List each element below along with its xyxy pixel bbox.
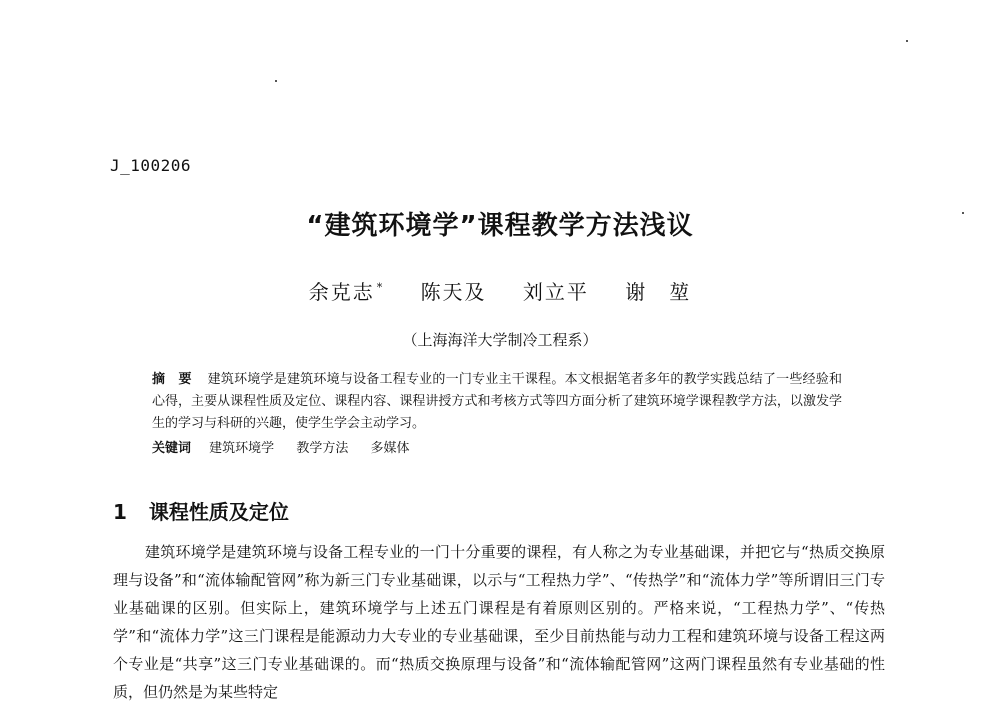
section-heading	[113, 496, 289, 525]
scan-speck	[906, 40, 908, 42]
document-id: J_100206	[110, 156, 192, 175]
keywords-label: 关键词	[152, 441, 192, 456]
author-name: 余克志	[308, 280, 375, 304]
section-title: 课程性质及定位	[148, 500, 289, 524]
section-number: 1	[113, 500, 127, 524]
affiliation: （上海海洋大学制冷工程系）	[402, 331, 598, 349]
author	[421, 280, 487, 304]
keyword: 多媒体	[370, 441, 410, 456]
author-mark: *	[376, 281, 385, 295]
abstract-text: 建筑环境学是建筑环境与设备工程专业的一门专业主干课程。本文根据笔者多年的教学实践总结了一些经验和心得，主要从课程性质及定位、课程内容、课程讲授方式和考核方式等四方面分析了建筑环境学课程教学方法，以激发学生的学习与科研的兴趣，使学生学会主动学习。	[152, 372, 842, 431]
author	[523, 280, 589, 304]
abstract-label: 摘 要	[152, 372, 192, 387]
author-name: 陈天及	[420, 280, 487, 304]
author-name: 刘立平	[522, 280, 589, 304]
paper-title: “建筑环境学”课程教学方法浅议	[306, 211, 694, 241]
author-name: 谢 堃	[625, 280, 692, 304]
keyword: 教学方法	[296, 441, 349, 456]
paragraph: 建筑环境学是建筑环境与设备工程专业的一门十分重要的课程，有人称之为专业基础课，并把它与“热质交换原理与设备”和“流体输配管网”称为新三门专业基础课，以示与“工程热力学”、“传热学”和“流体力学”等所谓旧三门专业基础课的区别。但实际上，建筑环境学与上述五门课程是有着原则区别的。严格来说，“工程热力学”、“传热学”和“流体力学”这三门课程是能源动力大专业的专业基础课，至少目前热能与动力工程和建筑环境与设备工程这两个专业是“共享”这三门专业基础课的。而“热质交换原理与设备”和“流体输配管网”这两门课程虽然有专业基础的性质，但仍然是为某些特定	[113, 543, 885, 701]
scan-speck	[275, 80, 277, 82]
abstract	[152, 369, 842, 435]
author	[625, 280, 691, 304]
author-list	[0, 276, 1000, 305]
body-text	[113, 538, 885, 706]
author	[309, 280, 385, 304]
keyword: 建筑环境学	[209, 441, 275, 456]
keywords	[152, 438, 842, 460]
